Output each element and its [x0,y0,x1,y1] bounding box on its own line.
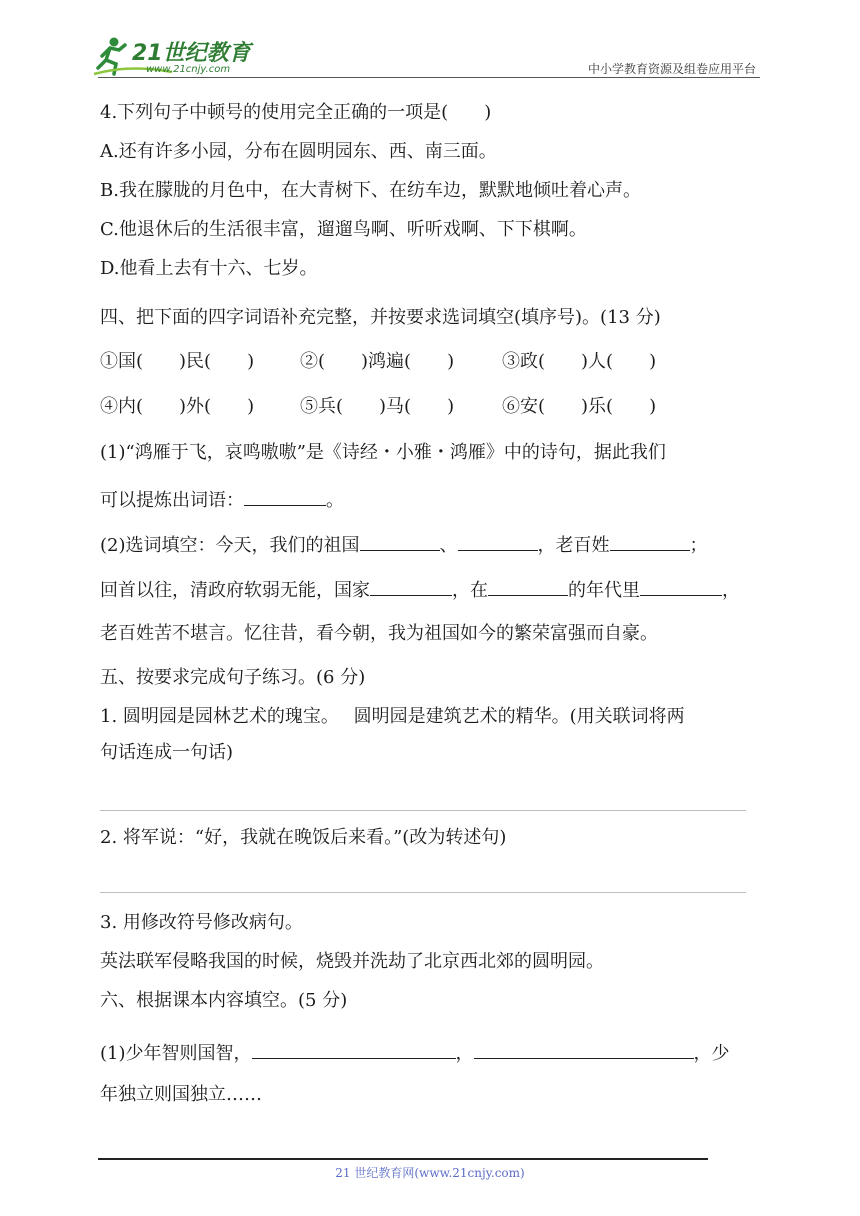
q2-text-a: (2)选词填空：今天，我们的祖国 [100,535,360,556]
sec6-q1-text-c: ，少 [693,1043,730,1064]
section4-title: 四、把下面的四字词语补充完整，并按要求选词填空(填序号)。(13 分) [100,307,661,328]
sec6-q1-line1 [100,1040,730,1066]
idiom-2: ②( )鸿遍( ) [300,351,455,372]
sec6-q1-text-a: (1)少年智则国智， [100,1043,252,1064]
site-logo [92,34,262,80]
q4-option-c: C.他退休后的生活很丰富，遛遛鸟啊、听听戏啊、下下棋啊。 [100,219,587,240]
q2-text-e: 回首以往，清政府软弱无能，国家 [100,580,370,601]
answer-blank[interactable] [610,532,690,551]
q2-text-b: 、 [439,535,458,556]
section5-title: 五、按要求完成句子练习。(6 分) [100,667,366,688]
answer-blank[interactable] [252,1040,456,1059]
q4-option-b: B.我在朦胧的月色中，在大青树下、在纺车边，默默地倾吐着心声。 [100,180,641,201]
q2-text-g: 的年代里 [568,580,640,601]
logo-url: www.21cnjy.com [146,64,231,75]
header-divider [98,77,760,78]
answer-blank[interactable] [244,487,326,506]
sec5-q1-line2: 句话连成一句话) [100,742,234,763]
answer-blank[interactable] [640,577,722,596]
idiom-5: ⑤兵( )马( ) [300,396,455,417]
answer-blank[interactable] [370,577,452,596]
footer-text[interactable]: 21 世纪教育网(www.21cnjy.com) [335,1166,525,1180]
idiom-1: ①国( )民( ) [100,351,255,372]
sec4-q2-line2 [100,577,740,603]
answer-blank[interactable] [360,532,440,551]
logo-text: 21世纪教育 [132,41,251,66]
idiom-4: ④内( )外( ) [100,396,255,417]
sec4-q1-end: 。 [326,490,344,511]
sec4-q1-line2 [100,487,344,513]
answer-blank[interactable] [474,1040,694,1059]
answer-blank[interactable] [458,532,538,551]
idiom-3: ③政( )人( ) [502,351,657,372]
idiom-6: ⑥安( )乐( ) [502,396,657,417]
sec5-q2: 2. 将军说：“好，我就在晚饭后来看。”(改为转述句) [100,827,507,848]
answer-line[interactable] [100,810,746,811]
sec4-q2-line1 [100,532,708,558]
sec6-q1-line2: 年独立则国独立…… [100,1084,262,1105]
sec5-q3-sentence: 英法联军侵略我国的时候，烧毁并洗劫了北京西北郊的圆明园。 [100,951,604,972]
q2-text-h: ， [722,580,740,601]
q2-text-c: ，老百姓 [537,535,610,556]
q2-text-d: ； [689,535,708,556]
sec6-q1-text-b: ， [455,1043,474,1064]
answer-blank[interactable] [488,577,568,596]
section6-title: 六、根据课本内容填空。(5 分) [100,990,348,1011]
sec4-q2-line3: 老百姓苦不堪言。忆往昔，看今朝，我为祖国如今的繁荣富强而自豪。 [100,623,658,644]
q4-stem: 4.下列句子中顿号的使用完全正确的一项是( ) [100,102,492,123]
q4-option-a: A.还有许多小园，分布在圆明园东、西、南三面。 [100,141,497,162]
sec5-q1-line1: 1. 圆明园是园林艺术的瑰宝。 圆明园是建筑艺术的精华。(用关联词将两 [100,706,685,727]
q2-text-f: ，在 [452,580,488,601]
sec5-q3: 3. 用修改符号修改病句。 [100,912,303,933]
footer-divider [98,1158,708,1160]
sec4-q1-text: 可以提炼出词语： [100,490,244,511]
q4-option-d: D.他看上去有十六、七岁。 [100,258,318,279]
answer-line[interactable] [100,892,746,893]
header-tagline: 中小学教育资源及组卷应用平台 [587,62,756,76]
sec4-q1-line1: (1)“鸿雁于飞，哀鸣嗷嗷”是《诗经・小雅・鸿雁》中的诗句，据此我们 [100,442,666,463]
